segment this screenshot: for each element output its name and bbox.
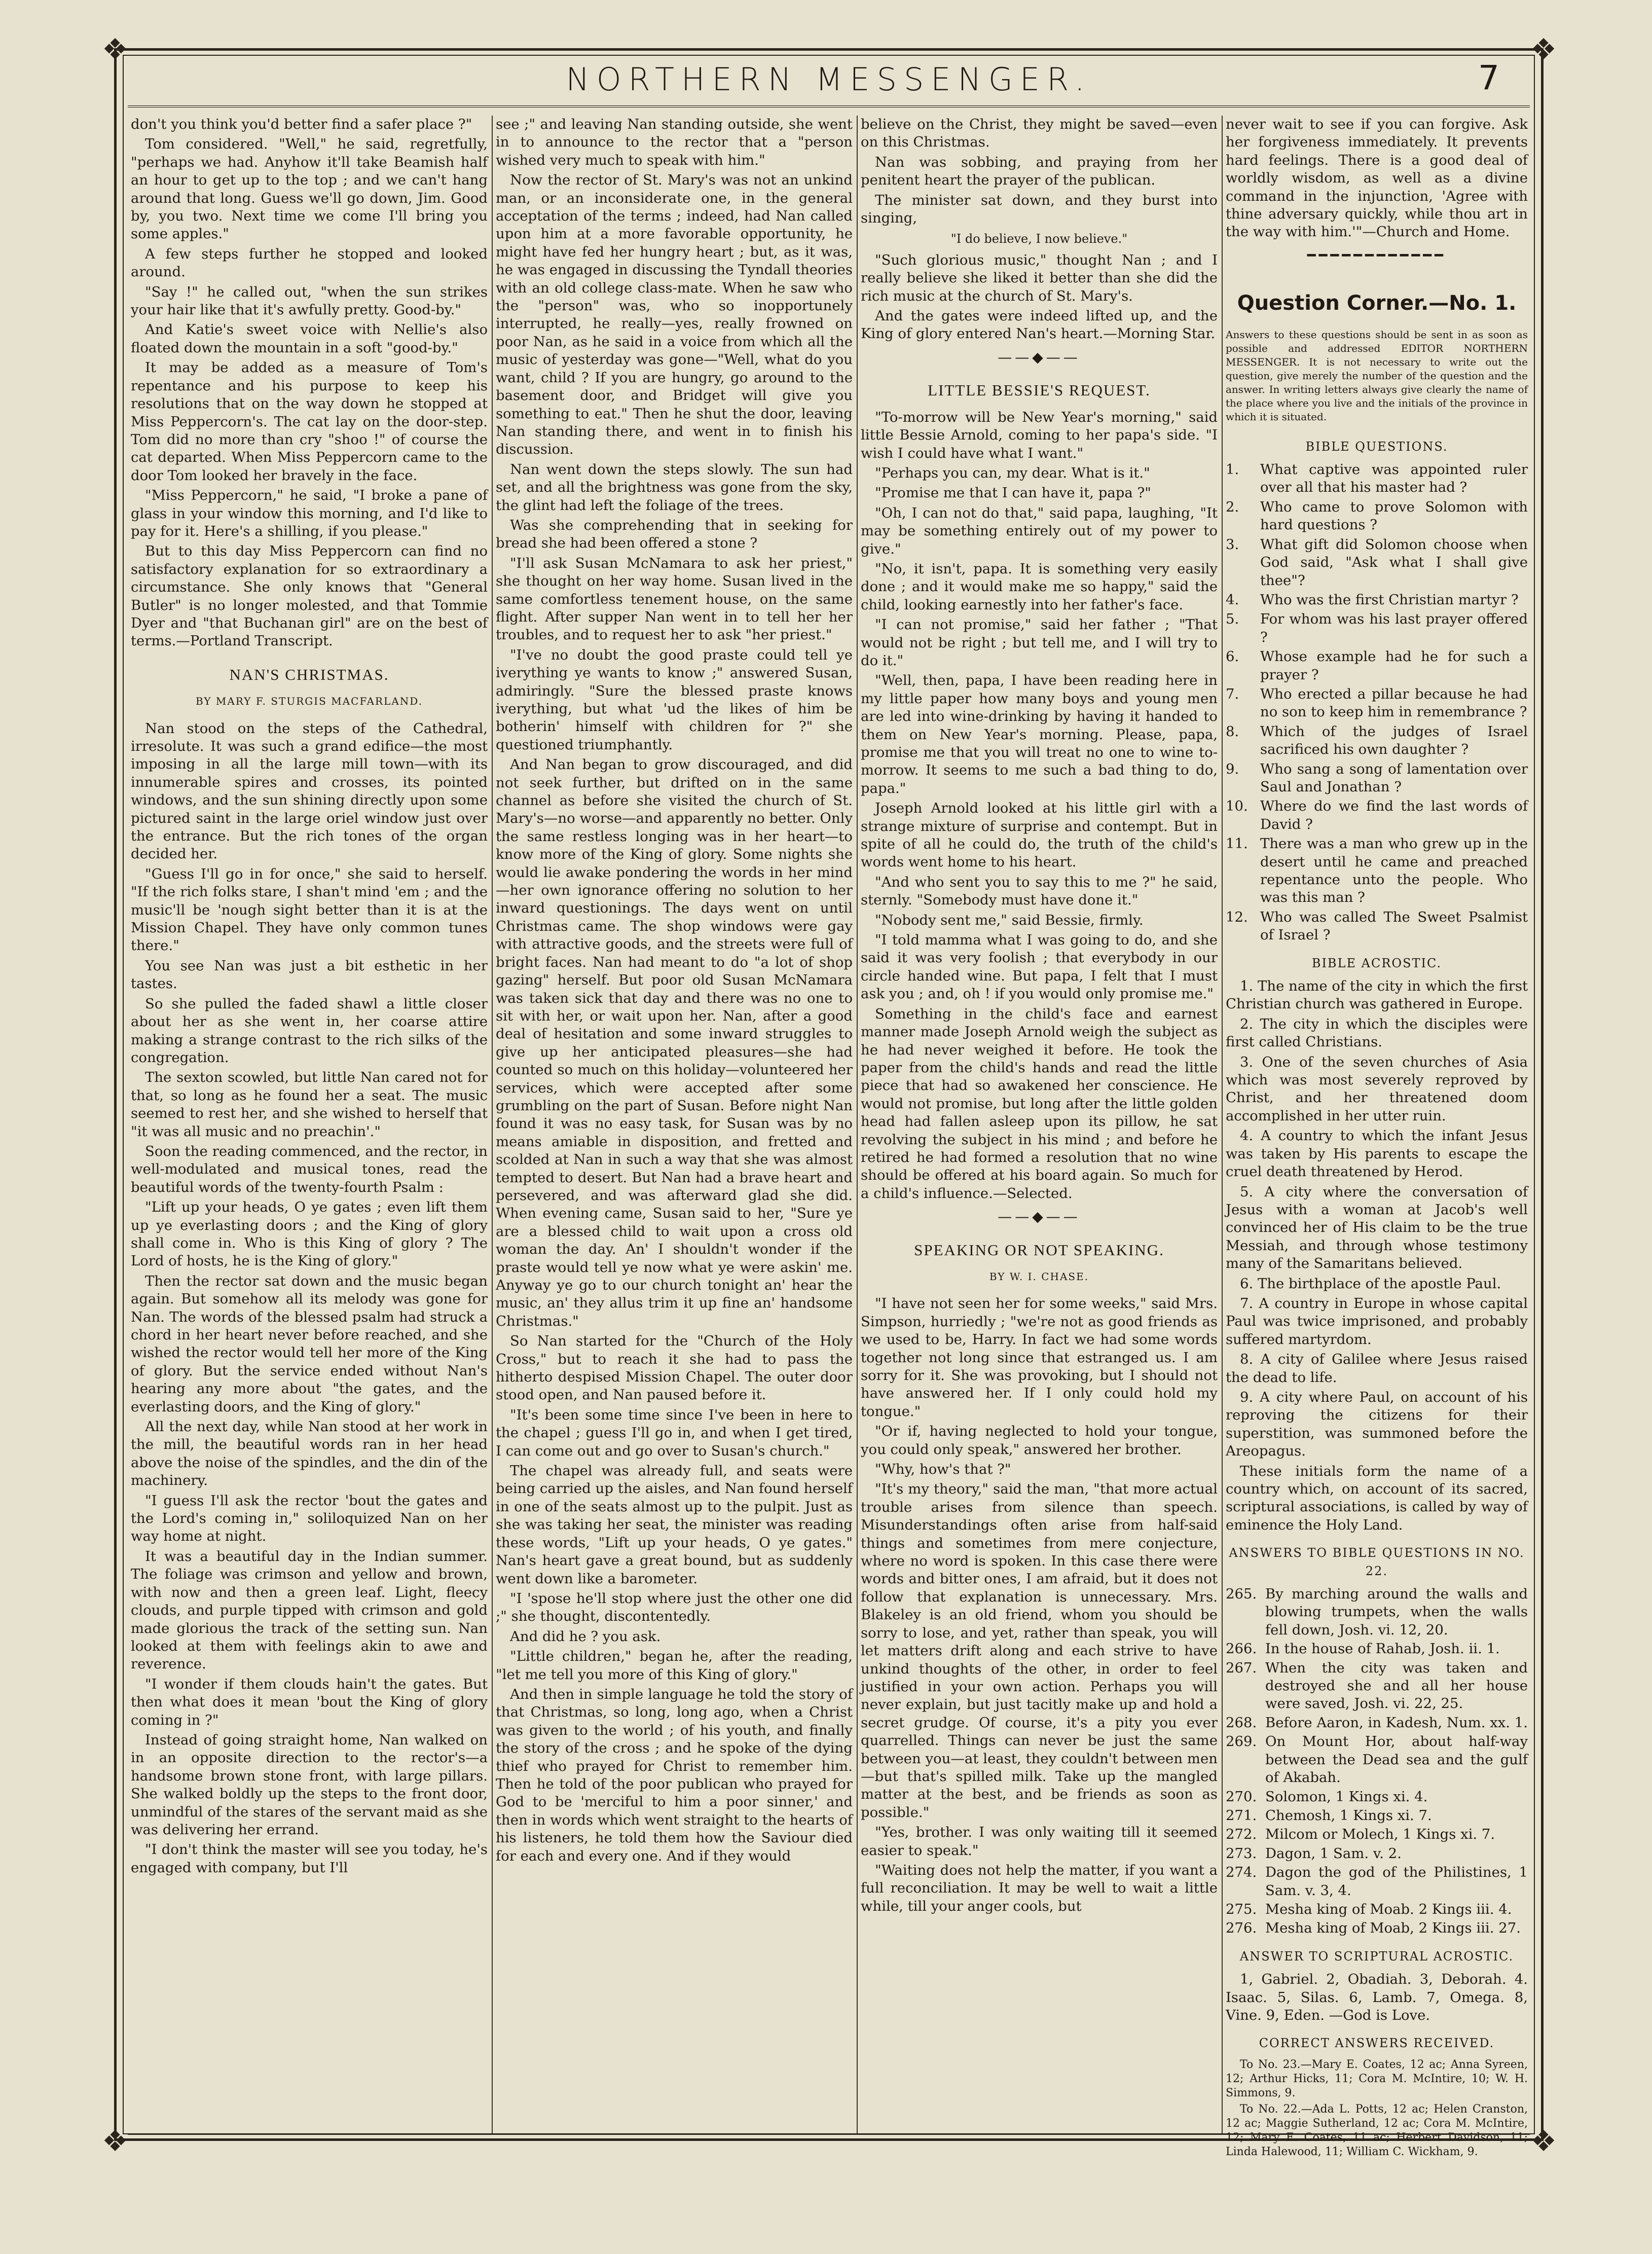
corner-ornament-icon: ❖ [1530, 32, 1557, 66]
paragraph: "Perhaps you can, my dear. What is it." [875, 464, 1150, 481]
article-title: SPEAKING OR NOT SPEAKING. [914, 1241, 1164, 1259]
paragraph: "No, it isn't, papa. It is something very easily done ; and it would make me so happy," said the child, looking earnestly into her father's face. [861, 560, 1218, 613]
paragraph: 7. A country in Europe in whose capital Paul was twice imprisoned, and probably suffered martyrdom. [1226, 1295, 1528, 1348]
paragraph: "Promise me that I can have it, papa ?" [875, 485, 1151, 501]
paragraph: see ;" and leaving Nan standing outside, she went in to announce to the rector that a "person wished very much to speak with him." [496, 116, 853, 168]
paragraph: To No. 23.—Mary E. Coates, 12 ac; Anna Syreen, 12; Arthur Hicks, 11; Cora M. McIntire, 10; W. H. Simmons, 9. [1226, 2058, 1528, 2099]
paragraph: But to this day Miss Peppercorn can find no satisfactory explanation for so extraordinary a circumstance. She only knows that "General Butler" is no longer molested, and that Tommie Dyer and "that Buchanan girl" are on the best of terms.—Portland Transcript. [131, 543, 488, 649]
paragraph: So she pulled the faded shawl a little closer about her as she went in, her coarse attire making a strange contrast to the rich silks of the congregation. [131, 995, 488, 1066]
item-number: 274. [1226, 1864, 1257, 1881]
paragraph: "Nobody sent me," said Bessie, firmly. [875, 912, 1144, 928]
section-divider: ——◆—— [998, 348, 1081, 366]
item-text: For whom was his last prayer offered ? [1260, 611, 1528, 645]
paragraph: And Katie's sweet voice with Nellie's also floated down the mountain in a soft "good-by." [131, 321, 488, 356]
item-text: On Mount Hor, about half-way between the Dead sea and the gulf of Akabah. [1265, 1733, 1528, 1786]
item-number: 4. [1226, 591, 1239, 608]
paragraph: "Waiting does not help the matter, if you want a full reconciliation. It may be well to wait a little while, till your anger cools, but [861, 1862, 1218, 1914]
paragraph: "Or if, having neglected to hold your tongue, you could only speak," answered her brother. [861, 1423, 1218, 1458]
paragraph: "And who sent you to say this to me ?" he said, sternly. "Somebody must have done it." [861, 874, 1218, 908]
item-number: 12. [1226, 908, 1248, 925]
list-item [1226, 1640, 1528, 1658]
list-item [1226, 1845, 1528, 1863]
column-4 [1226, 116, 1528, 2158]
item-text: When the city was taken and destroyed she and all her house were saved, Josh. vi. 22, 25. [1265, 1659, 1528, 1712]
paragraph: Nan stood on the steps of the Cathedral, irresolute. It was such a grand edifice—the most imposing in all the large mill town—with its innumerable spires and crosses, its pointed windows, and the sun shining directly upon some pictured saint in the large oriel window just over the entrance. But the rich tones of the organ decided her. [131, 720, 488, 862]
list-item [1226, 498, 1528, 534]
paragraph: "Miss Peppercorn," he said, "I broke a pane of glass in your window this morning, and I'd like to pay for it. Here's a shilling, if you please." [131, 487, 488, 539]
paragraph: "Such glorious music," thought Nan ; and I really believe she liked it better than she did the rich music at the church of St. Mary's. [861, 251, 1218, 304]
paragraph: All the next day, while Nan stood at her work in the mill, the beautiful words ran in her head above the noise of the spindles, and the din of the machinery. [131, 1419, 488, 1489]
item-number: 7. [1226, 685, 1239, 702]
list-item [1226, 1807, 1528, 1825]
paragraph: It may be added as a measure of Tom's repentance and his purpose to keep his resolutions that on the way down he stopped at Miss Peppercorn's. The cat lay on the door-step. Tom did no more than cry "shoo !" of course the cat departed. When Miss Peppercorn came to the door Tom looked her bravely in the face. [131, 359, 488, 484]
paragraph: You see Nan was just a bit esthetic in her tastes. [131, 957, 488, 992]
paragraph: 9. A city where Paul, on account of his reproving the citizens for their superstition, was summoned before the Areopagus. [1226, 1389, 1528, 1460]
section-title: Question Corner.—No. 1. [1237, 292, 1517, 315]
item-number: 8. [1226, 723, 1239, 740]
paragraph: Something in the child's face and earnest manner made Joseph Arnold weigh the subject as he had never weighed it before. He took the paper from the child's hands and read the little piece that had so awakened her conscience. He would not promise, but long after the little golden head had fallen asleep upon its pillow, he sat revolving the subject in his mind ; and before he retired he had formed a resolution that no wine should be offered at his board again. So much for a child's influence.—Selected. [861, 1005, 1218, 1202]
item-text: Who came to prove Solomon with hard questions ? [1260, 498, 1528, 533]
paragraph: Now the rector of St. Mary's was not an unkind man, or an inconsiderate one, in the general acceptation of the terms ; indeed, had Nan called upon him at a more favorable opportunity, he might have fed her hungry heart ; but, as it was, he was engaged in discussing the Tyndall theories with an old college class-mate. When he saw who the "person" was, who so inopportunely interrupted, he really—yes, really frowned on poor Nan, as he said in a voice from which all the music of yesterday was gone—"Well, what do you want, child ? If you are hungry, go around to the basement door, and Bridget will give you something to eat." Then he shut the door, leaving Nan standing there, and went in to finish his discussion. [496, 172, 853, 458]
item-text: What captive was appointed ruler over all that his master had ? [1260, 461, 1528, 496]
paragraph: "I've no doubt the good praste could tell ye iverything ye wants to know ;" answered Susan, admiringly. "Sure the blessed praste knows iverything, but what 'ud the likes of him be botherin' himself with children for ?" she questioned triumphantly. [496, 646, 853, 753]
footer-rule [128, 2133, 1530, 2135]
item-text: Who was the first Christian martyr ? [1260, 591, 1519, 608]
paragraph: Then the rector sat down and the music began again. But somehow all its melody was gone for Nan. The words of the blessed psalm had struck a chord in her heart never before reached, and she wished the rector would tell her more of the King of glory. But the service ended without Nan's hearing any more about "the gates, and the everlasting doors, and the King of glory." [131, 1273, 488, 1415]
article-title: NAN'S CHRISTMAS. [229, 665, 389, 683]
list-item [1226, 908, 1528, 944]
item-number: 2. [1226, 498, 1239, 515]
answers-list [1226, 1585, 1528, 1938]
paragraph: Joseph Arnold looked at his little girl with a strange mixture of surprise and contempt. But in spite of all he could do, the truth of the child's words went home to his heart. [861, 800, 1218, 870]
section-heading: ANSWERS TO BIBLE QUESTIONS IN NO. 22. [1229, 1546, 1525, 1578]
item-number: 1. [1226, 461, 1239, 478]
paragraph: "I 'spose he'll stop where just the other one did ;" she thought, discontentedly. [496, 1590, 853, 1625]
item-text: In the house of Rahab, Josh. ii. 1. [1265, 1641, 1500, 1657]
paragraph: "Yes, brother. I was only waiting till it seemed easier to speak." [861, 1824, 1218, 1859]
item-text: There was a man who grew up in the desert until he came and preached repentance unto the people. Who was this man ? [1260, 835, 1528, 906]
column-2 [496, 116, 853, 2133]
paragraph: And did he ? you ask. [510, 1628, 661, 1645]
paragraph: "It's been some time since I've been in here to the chapel ; guess I'll go in, and when I get tired, I can come out and go over to Susan's church." [496, 1406, 853, 1459]
item-number: 265. [1226, 1586, 1257, 1603]
paragraph: 8. A city of Galilee where Jesus raised the dead to life. [1226, 1351, 1528, 1386]
instructions-note: Answers to these questions should be sent in as soon as possible and addressed EDITOR NORTHERN MESSENGER. It is not necessary to write out the question, give merely the number of the question and the answer. In writing letters always give clearly the name of the place where you live and the initials of the province in which it is situated. [1226, 328, 1528, 423]
item-number: 6. [1226, 648, 1239, 665]
paragraph: Tom considered. "Well," he said, regretfully, "perhaps we had. Anyhow it'll take Beamish half an hour to get up to the top ; and we can't hang around that long. Guess we'll go down, Jim. Good by, you two. Next time we come I'll bring you some apples." [131, 136, 488, 242]
column-1 [131, 116, 488, 2133]
paragraph: "Well, then, papa, I have been reading here in my little paper how many boys and young men are led into wine-drinking by having it handed to them on New Year's morning. Please, papa, promise me that you will treat no one to wine to-morrow. It seems to me such a bad thing to do, papa." [861, 672, 1218, 796]
item-text: Where do we find the last words of David ? [1260, 798, 1528, 832]
item-number: 266. [1226, 1641, 1257, 1657]
paragraph: 1, Gabriel. 2, Obadiah. 3, Deborah. 4. Isaac. 5, Silas. 6, Lamb. 7, Omega. 8, Vine. 9, Eden. —God is Love. [1226, 1971, 1528, 2023]
section-heading: BIBLE ACROSTIC. [1311, 956, 1442, 970]
list-item [1226, 1788, 1528, 1806]
paragraph: A few steps further he stopped and looked around. [131, 245, 488, 280]
paragraph: "I told mamma what I was going to do, and she said it was very foolish ; that everybody in our circle handed wine. But papa, I felt that I must ask you ; and, oh ! if you would only promise me." [861, 932, 1218, 1002]
paragraph: "To-morrow will be New Year's morning," said little Bessie Arnold, coming to her papa's side. "I wish I could have what I want." [861, 409, 1218, 461]
paragraph: 6. The birthplace of the apostle Paul. [1240, 1275, 1501, 1292]
section-divider: ——◆—— [998, 1208, 1081, 1225]
masthead: NORTHERN MESSENGER. [566, 61, 1092, 98]
list-item [1226, 1714, 1528, 1732]
article-byline: BY W. I. CHASE. [989, 1270, 1089, 1283]
article-byline: BY MARY F. STURGIS MACFARLAND. [196, 695, 423, 708]
list-item [1226, 1659, 1528, 1713]
list-item [1226, 835, 1528, 907]
paragraph: 5. A city where the conversation of Jesus with a woman at Jacob's well convinced her of His claim to be the true Messiah, and through whose testimony many of the Samaritans believed. [1226, 1183, 1528, 1272]
page-header [128, 58, 1530, 106]
paragraph: 2. The city in which the disciples were first called Christians. [1226, 1015, 1528, 1050]
item-number: 268. [1226, 1714, 1257, 1731]
paragraph: "Guess I'll go in for once," she said to herself. "If the rich folks stare, I shan't mind 'em ; and the music'll be 'nough sight better than it is at the Mission Chapel. They have only common tunes there." [131, 865, 488, 954]
paragraph: "Say !" he called out, "when the sun strikes your hair like that it's awfully pretty. Good-by." [131, 283, 488, 318]
paragraph: "Why, how's that ?" [875, 1461, 1011, 1478]
list-item [1226, 1864, 1528, 1900]
paragraph: Instead of going straight home, Nan walked on in an opposite direction to the rector's—a handsome brown stone front, with large pillars. She walked boldly up the steps to the front door, unmindful of the stares of the servant maid as she was delivering her errand. [131, 1731, 488, 1838]
paragraph: And Nan began to grow discouraged, and did not seek further, but drifted on in the same channel as before she visited the church of St. Mary's—no worse—and apparently no better. Only the same restless longing was in her heart—to know more of the King of glory. Some nights she would lie awake pondering the words in her mind—her own ignorance offering no solution to her inward questionings. The days went on until Christmas came. The shop windows were gay with attractive goods, and the streets were full of bright faces. Nan had meant to do "a lot of shop gazing" herself. But poor old Susan McNamara was taken sick that day and there was no one to sit with her, or wait upon her. Nan, after a good deal of hesitation and some inward struggles to give up her anticipated pleasures—she had counted so much on this holiday—volunteered her services, which were accepted after some grumbling on the part of Susan. Before night Nan found it was no easy task, for Susan was by no means amiable in disposition, and fretted and scolded at Nan in such a way that she was almost tempted to desert. But Nan had a brave heart and persevered, and was afterward glad she did. When evening came, Susan said to her, "Sure ye are a blessed child to wait upon a cross old woman the day. An' I shouldn't wonder if the praste would tell ye now what ye were askin' me. Anyway ye go to our church tonight an' hear the music, an' they allus trim it up fine an' handsome Christmas." [496, 756, 853, 1329]
item-number: 270. [1226, 1788, 1257, 1805]
paragraph: never wait to see if you can forgive. Ask her forgiveness immediately. It prevents hard feelings. There is a good deal of worldly wisdom, as well as a divine command in the injunction, 'Agree with thine adversary quickly, while thou art in the way with him.'"—Church and Home. [1226, 116, 1528, 240]
paragraph: "I have not seen her for some weeks," said Mrs. Simpson, hurriedly ; "we're not as good friends as we used to be, Harry. In fact we had some words together not long since that estranged us. I am sorry for it. She was provoking, but I should not have answered her. If I only could hold my tongue." [861, 1295, 1218, 1420]
list-item [1226, 1585, 1528, 1639]
paragraph: And the gates were indeed lifted up, and the King of glory entered Nan's heart.—Morning Star. [861, 308, 1218, 342]
item-text: Milcom or Molech, 1 Kings xi. 7. [1265, 1826, 1495, 1843]
column-divider [1222, 116, 1223, 2133]
paragraph: "I wonder if them clouds hain't the gates. But then what does it mean 'bout the King of glory coming in ?" [131, 1676, 488, 1728]
item-text: Which of the judges of Israel sacrificed his own daughter ? [1260, 723, 1528, 758]
item-number: 271. [1226, 1807, 1257, 1824]
item-number: 3. [1226, 536, 1239, 553]
item-text: Dagon the god of the Philistines, 1 Sam. v. 3, 4. [1265, 1864, 1528, 1899]
section-divider: ━━━━━━━━━━━━ [1307, 246, 1447, 264]
list-item [1226, 591, 1528, 609]
item-text: Dagon, 1 Sam. v. 2. [1265, 1845, 1402, 1862]
item-text: Who was called The Sweet Psalmist of Israel ? [1260, 908, 1528, 943]
item-text: What gift did Solomon choose when God said, "Ask what I shall give thee"? [1260, 536, 1528, 589]
list-item [1226, 461, 1528, 497]
item-text: Before Aaron, in Kadesh, Num. xx. 1. [1265, 1714, 1528, 1731]
corner-ornament-icon: ❖ [102, 32, 128, 66]
item-text: Mesha king of Moab, 2 Kings iii. 27. [1265, 1920, 1521, 1937]
item-text: Solomon, 1 Kings xi. 4. [1265, 1788, 1428, 1805]
item-number: 9. [1226, 760, 1239, 777]
paragraph: "I can not promise," said her father ; "That would not be right ; but tell me, and I will try to do it." [861, 616, 1218, 669]
item-number: 275. [1226, 1901, 1257, 1917]
paragraph: Nan went down the steps slowly. The sun had set, and all the brightness was gone from the sky, the glint had left the foliage of the trees. [496, 461, 853, 514]
header-rule [128, 105, 1530, 107]
section-heading: ANSWER TO SCRIPTURAL ACROSTIC. [1239, 1949, 1514, 1964]
list-item [1226, 1733, 1528, 1787]
item-number: 10. [1226, 798, 1248, 815]
item-text: Who erected a pillar because he had no son to keep him in remembrance ? [1260, 685, 1528, 720]
item-number: 269. [1226, 1733, 1257, 1750]
item-text: Who sang a song of lamentation over Saul and Jonathan ? [1260, 760, 1528, 795]
section-heading: BIBLE QUESTIONS. [1305, 439, 1448, 454]
item-number: 273. [1226, 1845, 1257, 1862]
list-item [1226, 536, 1528, 590]
item-text: By marching around the walls and blowing trumpets, when the walls fell down, Josh. vi. 12, 20. [1265, 1586, 1528, 1638]
item-number: 272. [1226, 1826, 1257, 1843]
list-item [1226, 760, 1528, 796]
paragraph: It was a beautiful day in the Indian summer. The foliage was crimson and yellow and brown, with now and then a green leaf. Light, fleecy clouds, and purple tipped with crimson and gold made glorious the track of the setting sun. Nan looked at them with feelings akin to awe and reverence. [131, 1548, 488, 1673]
item-number: 267. [1226, 1659, 1257, 1676]
paragraph: Soon the reading commenced, and the rector, in well-modulated and musical tones, read the beautiful words of the twenty-fourth Psalm : [131, 1143, 488, 1195]
paragraph: The minister sat down, and they burst into singing, [861, 192, 1218, 227]
hymn-line: "I do believe, I now believe." [950, 232, 1128, 246]
paragraph: These initials form the name of a country which, on account of its sacred, scriptural associations, is called by way of eminence the Holy Land. [1226, 1463, 1528, 1533]
column-3 [861, 116, 1218, 2133]
paragraph: 3. One of the seven churches of Asia which was most severely reproved by Christ, and her threatened doom accomplished in her utter ruin. [1226, 1053, 1528, 1124]
list-item [1226, 648, 1528, 684]
paragraph: To No. 22.—Ada L. Potts, 12 ac; Helen Cranston, 12 ac; Maggie Sutherland, 12 ac; Cora M. McIntire, 12; Mary E. Coates, 11 ac; Herbert Davidson, 11; Linda Halewood, 11; William C. Wickham, 9. [1226, 2102, 1528, 2158]
paragraph: "I guess I'll ask the rector 'bout the gates and the Lord's coming in," soliloquized Nan on her way home at night. [131, 1492, 488, 1545]
item-number: 276. [1226, 1920, 1257, 1937]
item-text: Chemosh, 1 Kings xi. 7. [1265, 1807, 1432, 1824]
list-item [1226, 685, 1528, 721]
paragraph: don't you think you'd better find a safer place ?" [131, 116, 472, 132]
column-divider [492, 116, 493, 2133]
item-text: Whose example had he for such a prayer ? [1260, 648, 1528, 683]
item-text: Mesha king of Moab. 2 Kings iii. 4. [1265, 1901, 1512, 1917]
paragraph: "It's my theory," said the man, "that more actual trouble arises from silence than speech. Misunderstandings often arise from half-said things and sometimes from mere conjecture, where no word is spoken. In this case there were words and bitter ones, I am afraid, but it does not follow that explanation is unnecessary. Mrs. Blakeley is an old friend, whom you should be sorry to lose, and yet, rather than speak, you will let matters drift along and each strive to have unkind thoughts of the other, in order to feel justified in your own action. Perhaps you will never explain, but just tacitly make up and hold a secret grudge. Of course, it's a pity you ever quarrelled. Things can never be just the same between you—at least, they couldn't between men—but that's spilled milk. Take up the mangled matter at the best, and be friends as soon as possible." [861, 1481, 1218, 1821]
paragraph: "Oh, I can not do that," said papa, laughing, "It may be something entirely out of my power to give." [861, 504, 1218, 557]
article-title: LITTLE BESSIE'S REQUEST. [928, 381, 1151, 399]
paragraph: "Little children," began he, after the reading, "let me tell you more of this King of glory." [496, 1648, 853, 1683]
bible-questions-list [1226, 461, 1528, 944]
paragraph: "I'll ask Susan McNamara to ask her priest," she thought on her way home. Susan lived in the same comfortless tenement house, on the same flight. After supper Nan went in to tell her her troubles, and to request her to ask "her priest." [496, 555, 853, 643]
list-item [1226, 1826, 1528, 1843]
paragraph: So Nan started for the "Church of the Holy Cross," but to reach it she had to pass the hitherto despised Mission Chapel. The outer door stood open, and Nan paused before it. [496, 1333, 853, 1403]
list-item [1226, 1901, 1528, 1918]
paragraph: Was she comprehending that in seeking for bread she had been offered a stone ? [496, 517, 853, 552]
list-item [1226, 723, 1528, 759]
column-divider [857, 116, 858, 2133]
paragraph: 1. The name of the city in which the first Christian church was gathered in Europe. [1226, 978, 1528, 1012]
list-item [1226, 797, 1528, 833]
list-item [1226, 1919, 1528, 1937]
paragraph: 4. A country to which the infant Jesus was taken by His parents to escape the cruel death threatened by Herod. [1226, 1128, 1528, 1180]
page-number: 7 [1478, 58, 1499, 97]
paragraph: believe on the Christ, they might be saved—even on this Christmas. [861, 116, 1218, 151]
paragraph: Nan was sobbing, and praying from her penitent heart the prayer of the publican. [861, 154, 1218, 189]
paragraph: "I don't think the master will see you today, he's engaged with company, but I'll [131, 1841, 488, 1876]
list-item [1226, 610, 1528, 646]
item-number: 5. [1226, 611, 1239, 628]
paragraph: The sexton scowled, but little Nan cared not for that, so long as he found her a seat. The music seemed to rest her, and she wished to herself that "it was all music and no preachin'." [131, 1069, 488, 1140]
item-number: 11. [1226, 835, 1248, 852]
corner-ornament-icon: ❖ [102, 2124, 128, 2158]
paragraph: "Lift up your heads, O ye gates ; even lift them up ye everlasting doors ; and the King of glory shall come in. Who is this King of glory ? The Lord of hosts, he is the King of glory." [131, 1199, 488, 1269]
paragraph: And then in simple language he told the story of that Christmas, so long, long ago, when a Christ was given to the world ; of his youth, and finally the story of the cross ; and he spoke of the dying thief who prayed for Christ to remember him. Then he told of the poor publican who prayed for God to be 'merciful to him a poor sinner,' and then in words which went straight to the hearts of his listeners, he told them how the Saviour died for each and every one. And if they would [496, 1686, 853, 1864]
section-heading: CORRECT ANSWERS RECEIVED. [1259, 2036, 1495, 2051]
corner-ornament-icon: ❖ [1530, 2124, 1557, 2158]
paragraph: The chapel was already full, and seats were being carried up the aisles, and Nan found herself in one of the seats almost up to the pulpit. Just as she was taking her seat, the minister was reading these words, "Lift up your heads, O ye gates." Nan's heart gave a great bound, but as suddenly went down like a barometer. [496, 1463, 853, 1587]
